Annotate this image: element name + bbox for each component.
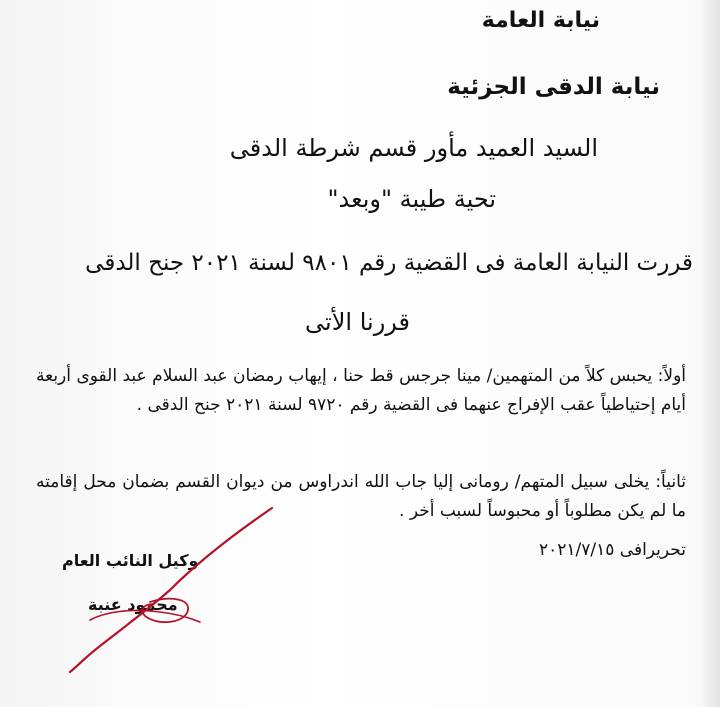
header-office-title: نيابة العامة bbox=[481, 8, 600, 33]
paragraph-first: أولاً: يحبس كلاً من المتهمين/ مينا جرجس قط حنا ، إيهاب رمضان عبد السلام عبد القوى أربعة أيام إحتياطياً عقب الإفراج عنهما فى القضية رقم ٩٧٢٠ لسنة ٢٠٢١ جنح الدقى . bbox=[36, 366, 686, 415]
header-district-title: نيابة الدقى الجزئية bbox=[447, 74, 660, 100]
addressee: السيد العميد مأور قسم شرطة الدقى bbox=[229, 134, 598, 162]
paragraph-second: ثانياً: يخلى سبيل المتهم/ رومانى إليا جاب الله اندراوس من ديوان القسم بضمان محل إقامته ما لم يكن مطلوباً أو محبوساً لسبب أخر . bbox=[36, 472, 686, 521]
signature-name: محمود عنبة bbox=[88, 595, 178, 614]
signature-stroke-main bbox=[70, 508, 272, 672]
decisions-heading: قررنا الأتى bbox=[305, 308, 410, 336]
handwritten-signature bbox=[50, 500, 290, 680]
document-date: تحريرافى ٢٠٢١/٧/١٥ bbox=[539, 540, 686, 560]
decision-statement: قررت النيابة العامة فى القضية رقم ٩٨٠١ لسنة ٢٠٢١ جنح الدقى bbox=[85, 250, 693, 276]
signature-title: وكيل النائب العام bbox=[62, 551, 199, 570]
greeting: تحية طيبة "وبعد" bbox=[327, 185, 496, 213]
page-fold-shadow bbox=[700, 0, 720, 707]
